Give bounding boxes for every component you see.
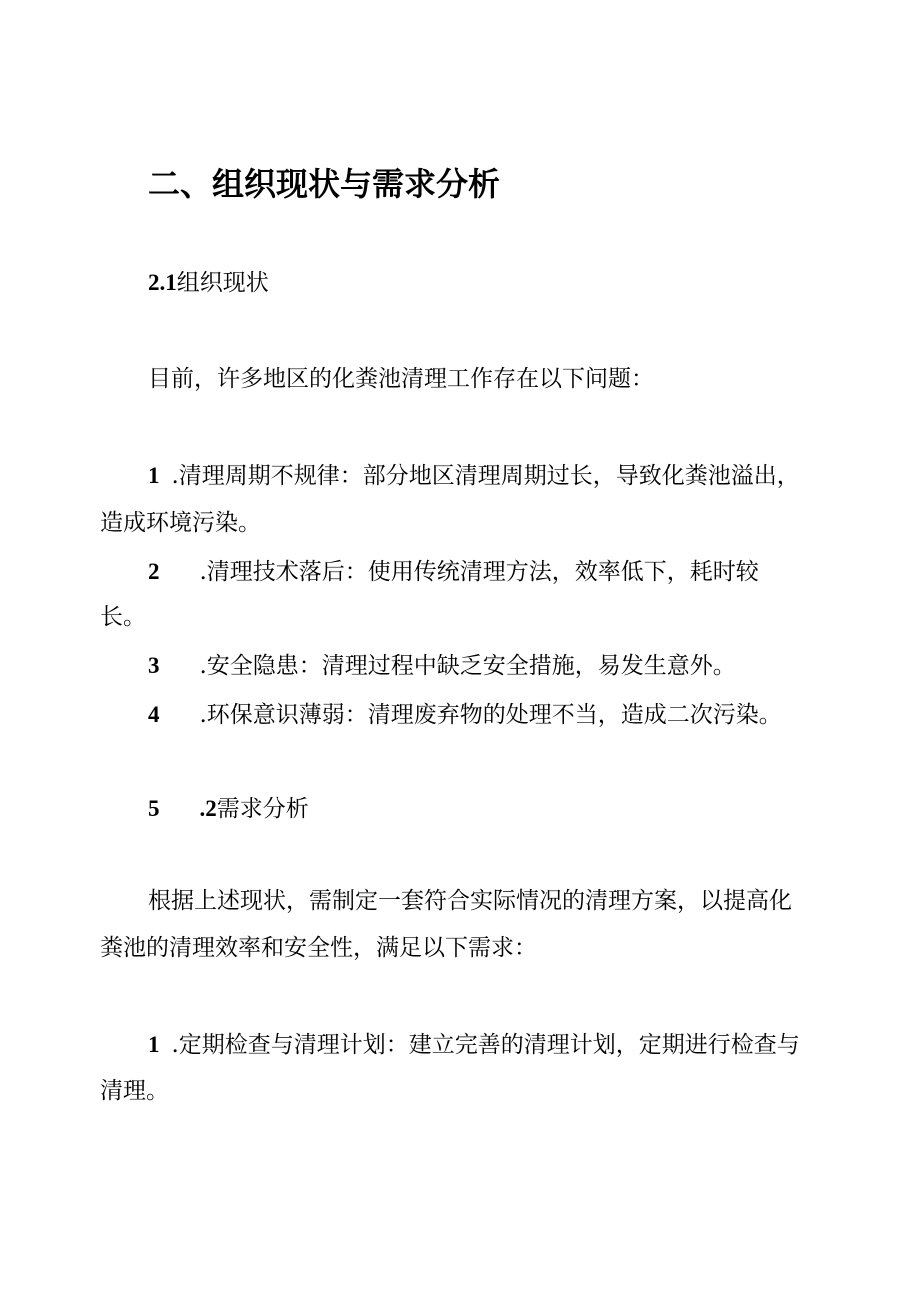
list-item-continuation: 清理。 — [100, 1078, 169, 1104]
list-item — [148, 560, 759, 584]
list-item-text: .清理周期不规律：部分地区清理周期过长，导致化粪池溢出， — [171, 463, 800, 489]
list-item — [148, 703, 782, 727]
list-item-number: 2 — [148, 559, 160, 584]
subsection-heading-2-1 — [148, 271, 269, 295]
list-item — [148, 654, 736, 678]
subsection-title: 组织现状 — [176, 270, 269, 296]
subsection-number: 2.1 — [148, 270, 177, 295]
subsection-heading-2-2 — [148, 797, 309, 821]
subsection-number: 5 — [148, 796, 160, 821]
analysis-paragraph-line-1: 根据上述现状，需制定一套符合实际情况的清理方案，以提高化 — [148, 888, 792, 914]
subsection-title: 需求分析 — [216, 796, 309, 822]
list-item-text: .清理技术落后：使用传统清理方法，效率低下，耗时较 — [199, 559, 759, 585]
analysis-paragraph-line-2: 粪池的清理效率和安全性，满足以下需求： — [100, 935, 537, 961]
list-item-number: 1 — [148, 463, 160, 488]
list-item-number: 1 — [148, 1032, 160, 1057]
list-item-continuation: 造成环境污染。 — [100, 510, 261, 536]
intro-paragraph: 目前，许多地区的化粪池清理工作存在以下问题： — [148, 366, 654, 392]
list-item-text: .安全隐患：清理过程中缺乏安全措施，易发生意外。 — [199, 653, 736, 679]
list-item-number: 4 — [148, 702, 160, 727]
list-item — [148, 464, 800, 488]
list-item-continuation: 长。 — [100, 604, 146, 630]
list-item-number: 3 — [148, 653, 160, 678]
list-item-text: .环保意识薄弱：清理废弃物的处理不当，造成二次污染。 — [199, 702, 782, 728]
list-item-text: .定期检查与清理计划：建立完善的清理计划，定期进行检查与 — [171, 1032, 800, 1058]
list-item — [148, 1033, 800, 1057]
section-title: 二、组织现状与需求分析 — [148, 165, 501, 203]
subsection-suffix: .2 — [199, 796, 217, 821]
